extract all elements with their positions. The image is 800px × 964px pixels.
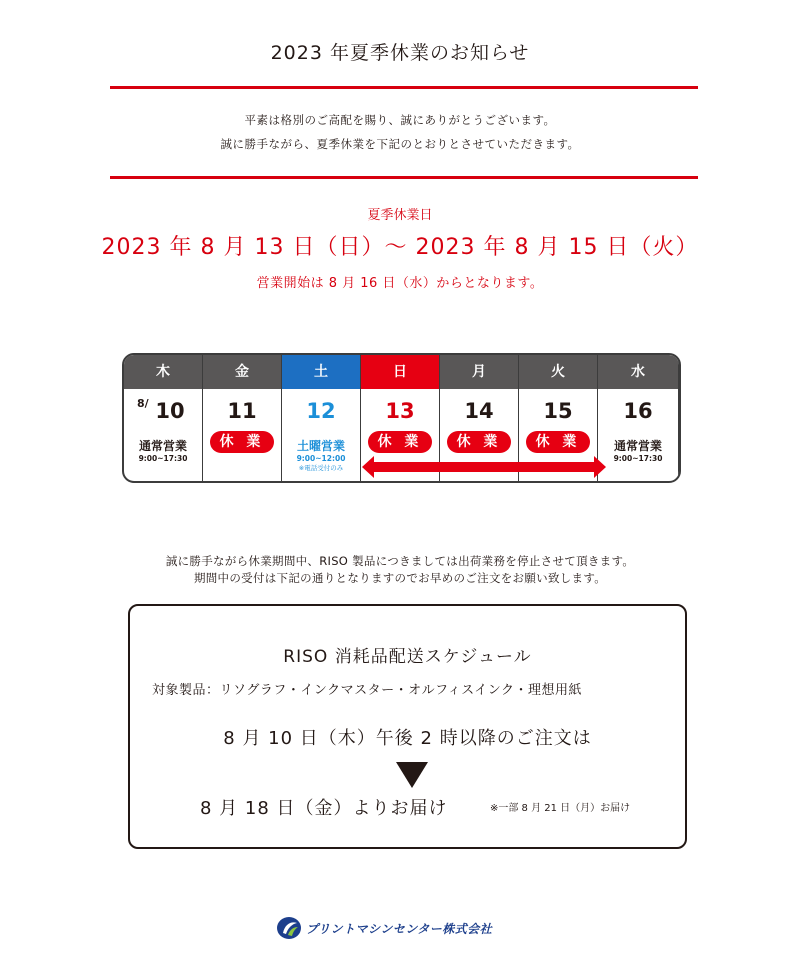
closed-badge: 休 業 [447,431,511,453]
suspension-notice-line-1: 誠に勝手ながら休業期間中、RISO 製品につきましては出荷業務を停止させて頂きます。 [165,554,635,568]
closed-badge: 休 業 [368,431,432,453]
day-number: 11 [227,399,257,423]
weekday-header: 水 [598,355,678,389]
suspension-notice-line-2: 期間中の受付は下記の通りとなりますのでお早めのご注文をお願い致します。 [193,571,607,585]
business-hours: 9:00~17:30 [613,454,663,463]
reopen-notice: 営業開始は 8 月 16 日（水）からとなります。 [256,276,544,291]
month-prefix: 8/ [137,397,149,410]
delivery-schedule-box [128,604,687,849]
weekday-header: 日 [361,355,439,389]
closed-badge: 休 業 [526,431,590,453]
holiday-range: 2023 年 8 月 13 日（日）～ 2023 年 8 月 15 日（火） [101,235,699,260]
order-cutoff: 8 月 10 日（木）午後 2 時以降のご注文は [223,728,592,749]
double-arrow-icon [362,456,606,478]
page-title: 2023 年夏季休業のお知らせ [270,42,530,64]
phone-only-note: ※電話受付のみ [298,464,344,472]
down-triangle-icon [396,762,428,788]
greeting-line-2: 誠に勝手ながら、夏季休業を下記のとおりとさせていただきます。 [220,137,580,151]
target-products: 対象製品：リソグラフ・インクマスター・オルフィスインク・理想用紙 [152,683,583,698]
weekday-header: 土 [282,355,360,389]
calendar-day-wed [598,355,679,481]
business-hours: 9:00~17:30 [138,454,188,463]
company-logo-mark-icon [276,915,302,941]
day-number: 13 [385,399,415,423]
day-number: 12 [306,399,336,423]
holiday-label: 夏季休業日 [367,208,433,223]
top-divider [110,86,698,89]
calendar-day-thu [124,355,203,481]
weekday-header: 月 [440,355,518,389]
weekday-header: 火 [519,355,597,389]
business-hours: 9:00~12:00 [296,454,346,463]
delivery-exception: ※一部 8 月 21 日（月）お届け [490,803,631,814]
closed-badge: 休 業 [210,431,274,453]
calendar-day-fri [203,355,282,481]
day-number: 14 [464,399,494,423]
company-name: プリントマシンセンター株式会社 [306,921,493,936]
delivery-date: 8 月 18 日（金）よりお届け [200,798,448,819]
weekday-header: 金 [203,355,281,389]
greeting-line-1: 平素は格別のご高配を賜り、誠にありがとうございます。 [244,113,556,127]
day-number: 10 [155,399,185,423]
holiday-calendar [122,353,681,483]
company-logo [276,914,492,942]
middle-divider [110,176,698,179]
schedule-title: RISO 消耗品配送スケジュール [283,647,532,667]
day-status: 通常営業 [613,439,662,453]
day-number: 15 [543,399,573,423]
day-status: 土曜営業 [296,439,345,453]
calendar-day-sat [282,355,361,481]
weekday-header: 木 [124,355,202,389]
day-number: 16 [623,399,653,423]
day-status: 通常営業 [138,439,187,453]
